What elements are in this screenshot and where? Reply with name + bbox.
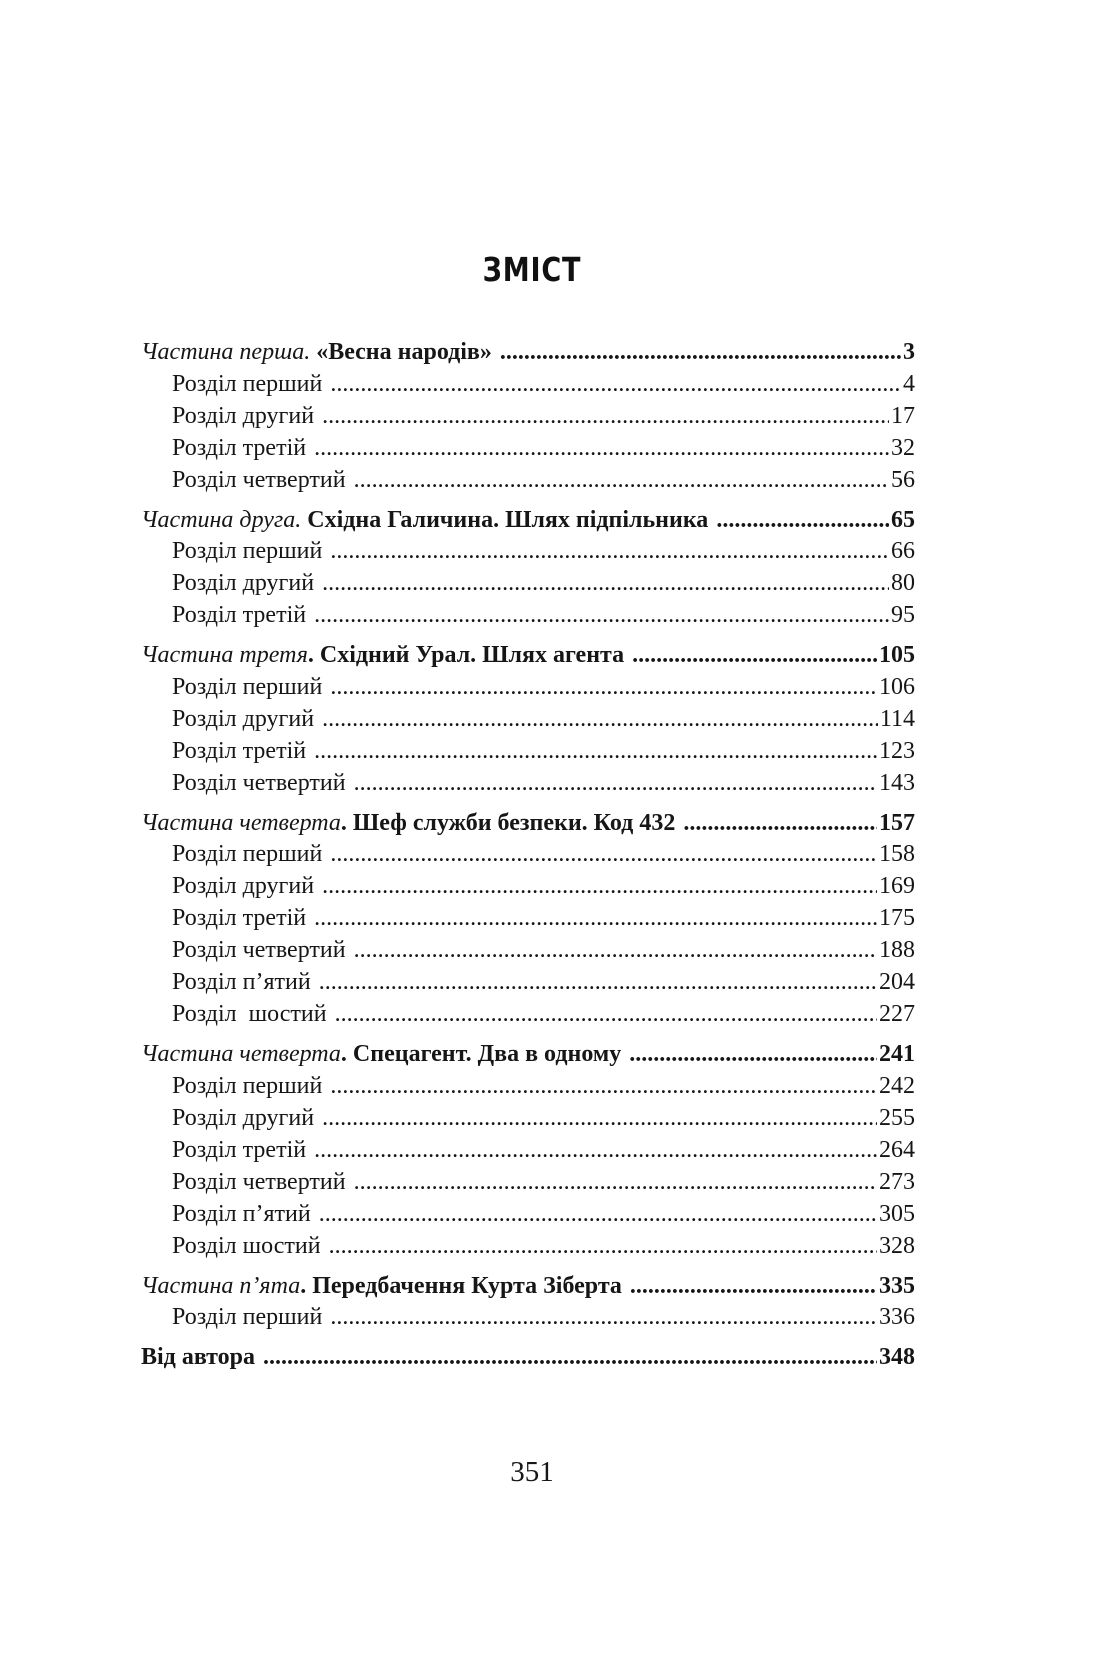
toc-page-number: 56 bbox=[891, 467, 915, 493]
toc-leader-dots bbox=[330, 839, 877, 869]
toc-chapter-entry bbox=[172, 1135, 915, 1165]
toc-chapter-label: Розділ четвертий bbox=[172, 467, 346, 493]
toc-chapter-entry bbox=[172, 967, 915, 997]
toc-chapter-entry bbox=[172, 935, 915, 965]
toc-chapter-entry bbox=[172, 999, 915, 1029]
toc-part-label: Частина третя bbox=[141, 642, 308, 668]
toc-leader-dots bbox=[329, 1231, 877, 1261]
toc-chapter-entry bbox=[172, 704, 915, 734]
toc-chapter-label: Розділ другий bbox=[172, 570, 315, 596]
toc-leader-dots bbox=[322, 704, 878, 734]
toc-part-title: . Передбачення Курта Зіберта bbox=[300, 1273, 622, 1299]
toc-chapter-label: Розділ п’ятий bbox=[172, 969, 311, 995]
toc-chapter-entry bbox=[172, 568, 915, 598]
toc-page-number: 106 bbox=[879, 674, 915, 700]
toc-chapter-label: Розділ перший bbox=[172, 841, 323, 867]
toc-page-number: 204 bbox=[879, 969, 915, 995]
toc-chapter-entry bbox=[172, 1103, 915, 1133]
toc-author-note-entry bbox=[141, 1342, 915, 1372]
toc-leader-dots bbox=[354, 935, 877, 965]
toc-leader-dots bbox=[319, 1199, 877, 1229]
toc-chapter-entry bbox=[172, 600, 915, 630]
toc-chapter-label: Розділ шостий bbox=[172, 1001, 327, 1027]
toc-leader-dots bbox=[630, 1271, 877, 1301]
page-title: ЗМІСТ bbox=[482, 250, 582, 289]
toc-leader-dots bbox=[354, 768, 877, 798]
toc-leader-dots bbox=[322, 568, 889, 598]
toc-leader-dots bbox=[354, 465, 889, 495]
toc-leader-dots bbox=[330, 1071, 877, 1101]
toc-chapter-entry bbox=[172, 839, 915, 869]
toc-page-number: 157 bbox=[879, 810, 915, 836]
toc-part-entry bbox=[141, 505, 915, 535]
toc-part-heading bbox=[141, 337, 492, 367]
toc-page-number: 241 bbox=[879, 1041, 915, 1067]
toc-chapter-entry bbox=[172, 736, 915, 766]
toc-chapter-label: Розділ четвертий bbox=[172, 1169, 346, 1195]
toc-page-number: 65 bbox=[891, 507, 915, 533]
toc-part-heading bbox=[141, 505, 708, 535]
toc-chapter-label: Розділ третій bbox=[172, 602, 307, 628]
toc-chapter-label: Розділ другий bbox=[172, 1105, 315, 1131]
toc-leader-dots bbox=[629, 1039, 877, 1069]
toc-chapter-label: Розділ шостий bbox=[172, 1233, 321, 1259]
toc-part-label: Частина четверта bbox=[141, 1041, 341, 1067]
toc-page-number: 348 bbox=[879, 1344, 915, 1370]
toc-leader-dots bbox=[319, 967, 877, 997]
toc-part-label: Частина четверта bbox=[141, 810, 341, 836]
toc-page-number: 169 bbox=[879, 873, 915, 899]
toc-part-entry bbox=[141, 808, 915, 838]
toc-part-entry bbox=[141, 640, 915, 670]
toc-chapter-entry bbox=[172, 433, 915, 463]
toc-part-entry bbox=[141, 1271, 915, 1301]
toc-part-title: . Східний Урал. Шлях агента bbox=[307, 642, 625, 668]
toc-chapter-label: Розділ п’ятий bbox=[172, 1201, 311, 1227]
toc-leader-dots bbox=[335, 999, 877, 1029]
toc-leader-dots bbox=[322, 401, 889, 431]
toc-part-title: «Весна народів» bbox=[310, 339, 492, 365]
toc-chapter-label: Розділ перший bbox=[172, 1304, 323, 1330]
toc-leader-dots bbox=[632, 640, 877, 670]
toc-leader-dots bbox=[330, 536, 889, 566]
toc-page-number: 242 bbox=[879, 1073, 915, 1099]
toc-page-number: 105 bbox=[879, 642, 915, 668]
toc-page-number: 335 bbox=[879, 1273, 915, 1299]
toc-chapter-label: Розділ третій bbox=[172, 738, 307, 764]
toc-author-note-label: Від автора bbox=[141, 1344, 255, 1370]
toc-page-number: 80 bbox=[891, 570, 915, 596]
toc-chapter-label: Розділ другий bbox=[172, 706, 315, 732]
toc-part-label: Частина перша. bbox=[141, 339, 311, 365]
toc-page-number: 17 bbox=[891, 403, 915, 429]
toc-part-heading bbox=[141, 1271, 622, 1301]
toc-page-number: 305 bbox=[879, 1201, 915, 1227]
toc-page-number: 175 bbox=[879, 905, 915, 931]
toc-leader-dots bbox=[322, 1103, 877, 1133]
toc-leader-dots bbox=[322, 871, 877, 901]
toc-chapter-entry bbox=[172, 1199, 915, 1229]
toc-part-heading bbox=[141, 808, 675, 838]
toc-leader-dots bbox=[314, 1135, 877, 1165]
toc-chapter-label: Розділ четвертий bbox=[172, 937, 346, 963]
toc-chapter-label: Розділ третій bbox=[172, 905, 307, 931]
toc-page-number: 328 bbox=[879, 1233, 915, 1259]
toc-leader-dots bbox=[330, 672, 877, 702]
toc-leader-dots bbox=[683, 808, 877, 838]
toc-chapter-entry bbox=[172, 369, 915, 399]
toc-chapter-label: Розділ другий bbox=[172, 403, 315, 429]
toc-part-label: Частина друга. bbox=[141, 507, 302, 533]
toc-page-number: 255 bbox=[879, 1105, 915, 1131]
toc-page-number: 32 bbox=[891, 435, 915, 461]
toc-part-entry bbox=[141, 337, 915, 367]
toc-page-number: 158 bbox=[879, 841, 915, 867]
toc-page-number: 123 bbox=[879, 738, 915, 764]
toc-chapter-entry bbox=[172, 871, 915, 901]
toc-part-title: . Спецагент. Два в одному bbox=[340, 1041, 622, 1067]
toc-leader-dots bbox=[330, 1302, 877, 1332]
toc-chapter-entry bbox=[172, 672, 915, 702]
toc-leader-dots bbox=[314, 433, 889, 463]
page-number: 351 bbox=[510, 1456, 554, 1488]
toc-page-number: 273 bbox=[879, 1169, 915, 1195]
toc-chapter-entry bbox=[172, 1302, 915, 1332]
toc-leader-dots bbox=[500, 337, 901, 367]
toc-chapter-entry bbox=[172, 1167, 915, 1197]
toc-page-number: 264 bbox=[879, 1137, 915, 1163]
toc-part-heading bbox=[141, 640, 624, 670]
toc-leader-dots bbox=[314, 736, 877, 766]
toc-chapter-entry bbox=[172, 1231, 915, 1261]
toc-chapter-label: Розділ перший bbox=[172, 1073, 323, 1099]
toc-chapter-label: Розділ третій bbox=[172, 1137, 307, 1163]
toc-page-number: 3 bbox=[903, 339, 915, 365]
toc-page-number: 336 bbox=[879, 1304, 915, 1330]
toc-part-entry bbox=[141, 1039, 915, 1069]
toc-chapter-label: Розділ другий bbox=[172, 873, 315, 899]
toc-chapter-entry bbox=[172, 1071, 915, 1101]
toc-page-number: 66 bbox=[891, 538, 915, 564]
toc-chapter-label: Розділ третій bbox=[172, 435, 307, 461]
toc-page-number: 95 bbox=[891, 602, 915, 628]
toc-chapter-entry bbox=[172, 903, 915, 933]
toc-chapter-entry bbox=[172, 536, 915, 566]
toc-page-number: 227 bbox=[879, 1001, 915, 1027]
toc-page-number: 4 bbox=[903, 371, 915, 397]
toc-page-number: 143 bbox=[879, 770, 915, 796]
toc-leader-dots bbox=[716, 505, 889, 535]
toc-part-heading bbox=[141, 1039, 621, 1069]
toc-page-number: 188 bbox=[879, 937, 915, 963]
toc-leader-dots bbox=[354, 1167, 877, 1197]
toc-chapter-entry bbox=[172, 401, 915, 431]
toc-chapter-label: Розділ перший bbox=[172, 674, 323, 700]
toc-chapter-label: Розділ перший bbox=[172, 538, 323, 564]
toc-leader-dots bbox=[314, 600, 889, 630]
toc-leader-dots bbox=[314, 903, 877, 933]
toc-leader-dots bbox=[330, 369, 901, 399]
toc-leader-dots bbox=[263, 1342, 877, 1372]
toc-part-title: Східна Галичина. Шлях підпільника bbox=[301, 507, 709, 533]
toc-chapter-entry bbox=[172, 768, 915, 798]
toc-part-label: Частина п’ята bbox=[141, 1273, 301, 1299]
toc-page-number: 114 bbox=[879, 706, 915, 732]
toc-chapter-label: Розділ перший bbox=[172, 371, 323, 397]
toc-chapter-label: Розділ четвертий bbox=[172, 770, 346, 796]
toc-part-title: . Шеф служби безпеки. Код 432 bbox=[340, 810, 676, 836]
toc-chapter-entry bbox=[172, 465, 915, 495]
